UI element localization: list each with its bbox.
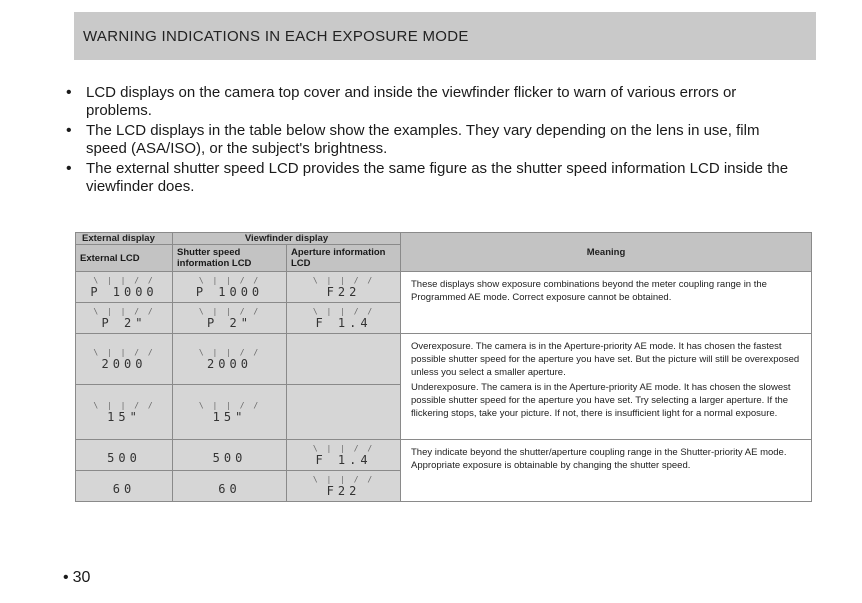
blink-marks: \ | | / / [312,276,375,285]
blink-marks: \ | | / / [93,348,155,357]
lcd-value: 60 [218,482,241,496]
lcd-value: 15" [212,410,247,424]
external-lcd-cell [76,471,173,502]
blink-marks: \ | | / / [312,475,375,484]
intro-bullet-list [62,84,802,198]
meaning-text: Underexposure. The camera is in the Aperture-priority AE mode. It has chosen the slowest possible shutter speed for the aperture you have set. Try selecting a larger aperture. If the flickering stops, take your picture. If not, there is insufficient light for a normal exposure. [411,382,791,419]
lcd-value: F22 [326,484,361,498]
blink-marks: \ | | / / [198,276,261,285]
lcd-value: 500 [107,451,141,465]
page-number: • 30 [63,569,90,587]
shutter-lcd-cell [173,272,287,303]
external-lcd-cell [76,303,173,334]
meaning-cell [401,334,812,440]
blink-marks: \ | | / / [198,401,261,410]
shutter-lcd-cell [173,334,287,385]
blink-marks: \ | | / / [198,348,261,357]
header-shutter-lcd: Shutter speed information LCD [173,245,287,272]
aperture-lcd-cell-empty [287,334,401,385]
lcd-value: 15" [107,410,141,424]
blink-marks: \ | | / / [93,276,155,285]
lcd-value: F 1.4 [315,453,372,467]
lcd-value: P 1000 [90,285,158,299]
section-title-bar [74,12,816,60]
meaning-text: These displays show exposure combinations beyond the meter coupling range in the Programmed AE mode. Correct exposure cannot be obtained. [411,279,767,303]
meaning-text: They indicate beyond the shutter/aperture coupling range in the Shutter-priority AE mode. Appropriate exposure is obtainable by changing the shutter speed. [411,447,787,471]
shutter-lcd-cell [173,471,287,502]
page-title: WARNING INDICATIONS IN EACH EXPOSURE MODE [83,27,469,45]
aperture-lcd-cell [287,303,401,334]
lcd-value: F 1.4 [315,316,372,330]
lcd-value: 500 [212,451,247,465]
meaning-cell [401,440,812,502]
header-meaning: Meaning [401,233,812,272]
bullet-item: • The external shutter speed LCD provides the same figure as the shutter speed information LCD inside the viewfinder does. [62,160,802,196]
blink-marks: \ | | / / [312,444,375,453]
bullet-item: • LCD displays on the camera top cover and inside the viewfinder flicker to warn of various errors or problems. [62,84,802,120]
aperture-lcd-cell [287,440,401,471]
blink-marks: \ | | / / [93,401,155,410]
meaning-cell [401,272,812,334]
aperture-lcd-cell [287,471,401,502]
header-external-lcd: External LCD [76,245,173,272]
aperture-lcd-cell [287,272,401,303]
aperture-lcd-cell-empty [287,385,401,440]
lcd-value: 2000 [101,357,147,371]
shutter-lcd-cell [173,385,287,440]
lcd-value: P 1000 [195,285,264,299]
external-lcd-cell [76,440,173,471]
lcd-value: 2000 [207,357,252,371]
lcd-value: P 2" [207,316,252,330]
header-viewfinder-display: Viewfinder display [173,233,401,245]
header-external-display: External display [76,233,173,245]
blink-marks: \ | | / / [312,307,375,316]
warning-table [75,232,812,502]
external-lcd-cell [76,272,173,303]
meaning-text: Overexposure. The camera is in the Aperture-priority AE mode. It has chosen the fastest possible shutter speed for the aperture you have set. But the picture will still be overexposed unless you select a smaller aperture. [411,341,800,378]
shutter-lcd-cell [173,440,287,471]
external-lcd-cell [76,334,173,385]
lcd-value: F22 [326,285,361,299]
lcd-value: 60 [112,482,136,496]
header-aperture-lcd: Aperture information LCD [287,245,401,272]
lcd-value: P 2" [101,316,147,330]
shutter-lcd-cell [173,303,287,334]
external-lcd-cell [76,385,173,440]
blink-marks: \ | | / / [198,307,261,316]
blink-marks: \ | | / / [93,307,155,316]
bullet-item: • The LCD displays in the table below show the examples. They vary depending on the lens in use, film speed (ASA/ISO), or the subject's brightness. [62,122,802,158]
